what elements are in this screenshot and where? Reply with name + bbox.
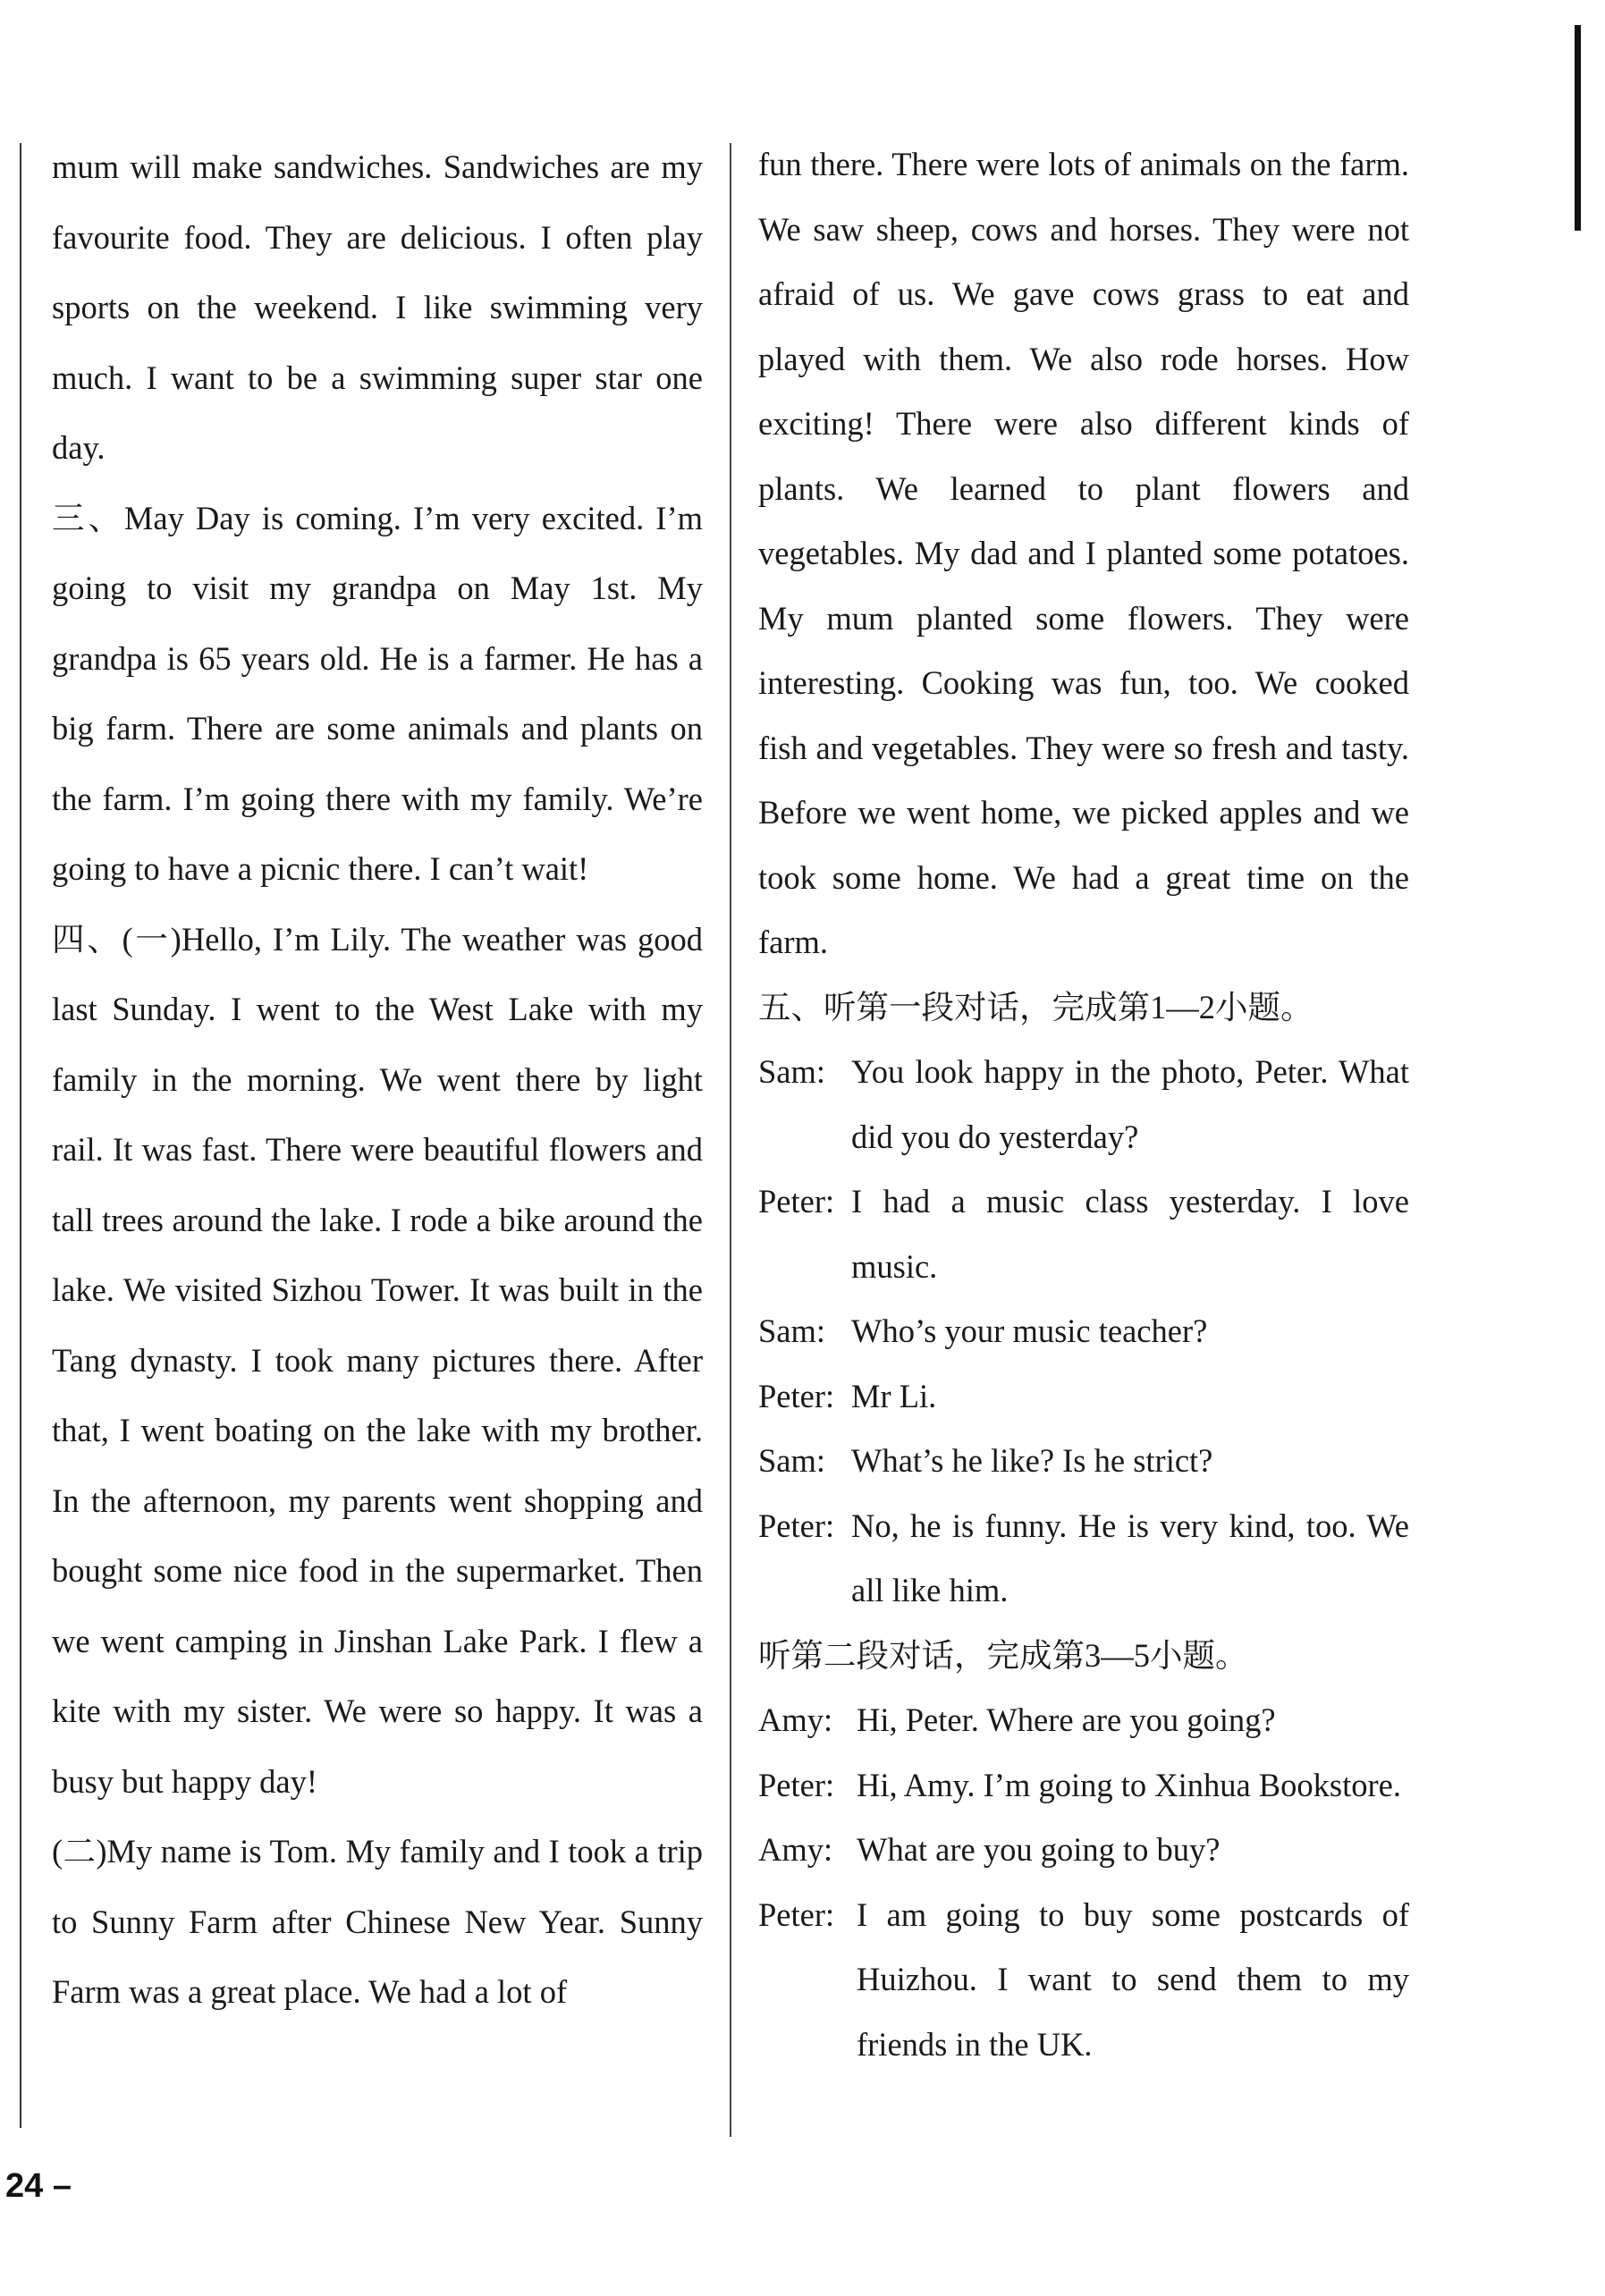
paragraph-lily: 四、(一)Hello, I’m Lily. The weather was good last Sunday. I went to the West Lake with my family in the morning. We went there by light rail. It was fast. There were beautiful flowers and tall trees around the lake. I rode a bike around the lake. We visited Sizhou Tower. It was built in the Tang dynasty. I took many pictures there. After that, I went boating on the lake with my brother. In the afternoon, my parents went shopping and bought some nice food in the supermarket. Then we went camping in Jinshan Lake Park. I flew a kite with my sister. We were so happy. It was a busy but happy day! xyxy=(52,920,703,1800)
speech-text: Hi, Peter. Where are you going? xyxy=(857,1701,1276,1738)
dialogue-line xyxy=(758,1753,1409,1819)
speaker-label: Sam: xyxy=(758,1313,826,1349)
speaker-label: Amy: xyxy=(758,1831,833,1868)
column-divider xyxy=(730,143,731,2137)
binding-edge-mark xyxy=(1575,25,1581,231)
page-number: 24 – xyxy=(5,2167,72,2205)
dialogue-line xyxy=(758,1040,1409,1169)
right-column xyxy=(758,132,1409,2077)
paragraph-farm-continued: fun there. There were lots of animals on the farm. We saw sheep, cows and horses. They were not afraid of us. We gave cows grass to eat and played with them. We also rode horses. How exciting! There were also different kinds of plants. We learned to plant flowers and vegetables. My dad and I planted some potatoes. My mum planted some flowers. They were interesting. Cooking was fun, too. We cooked fish and vegetables. They were so fresh and tasty. Before we went home, we picked apples and we took some home. We had a great time on the farm. xyxy=(758,146,1409,960)
speech-text: I had a music class yesterday. I love music. xyxy=(851,1183,1409,1285)
speech-text: I am going to buy some postcards of Huizhou. I want to send them to my friends in the UK. xyxy=(857,1895,1409,2063)
speech-text: Hi, Amy. I’m going to Xinhua Bookstore. xyxy=(857,1766,1401,1803)
paragraph-tom: (二)My name is Tom. My family and I took a trip to Sunny Farm after Chinese New Year. Sunny Farm was a great place. We had a lot of xyxy=(52,1833,703,2010)
speaker-label: Peter: xyxy=(758,1377,835,1414)
dialogue-line xyxy=(758,1494,1409,1624)
dialogue-line xyxy=(758,1299,1409,1364)
dialogue-line xyxy=(758,1364,1409,1430)
left-margin-rule xyxy=(20,143,21,2128)
speech-text: What’s he like? Is he strict? xyxy=(851,1442,1213,1479)
dialogue-line xyxy=(758,1818,1409,1883)
dialogue-line xyxy=(758,1169,1409,1299)
dialogue-line xyxy=(758,1688,1409,1753)
section-5-heading: 五、听第一段对话，完成第1—2小题。 xyxy=(758,988,1314,1026)
speech-text: You look happy in the photo, Peter. What did you do yesterday? xyxy=(851,1053,1409,1155)
dialogue-1 xyxy=(758,1040,1409,1624)
speaker-label: Sam: xyxy=(758,1442,826,1479)
speech-text: No, he is funny. He is very kind, too. We all like him. xyxy=(851,1507,1409,1608)
speaker-label: Sam: xyxy=(758,1053,826,1090)
paragraph-sandwiches: mum will make sandwiches. Sandwiches are my favourite food. They are delicious. I often play sports on the weekend. I like swimming very much. I want to be a swimming super star one day. xyxy=(52,148,703,466)
paragraph-may-day: 三、May Day is coming. I’m very excited. I’m going to visit my grandpa on May 1st. My grandpa is 65 years old. He is a farmer. He has a big farm. There are some animals and plants on the farm. I’m going there with my family. We’re going to have a picnic there. I can’t wait! xyxy=(52,499,703,887)
dialogue-2-heading: 听第二段对话，完成第3—5小题。 xyxy=(758,1636,1248,1674)
speech-text: What are you going to buy? xyxy=(857,1831,1221,1868)
dialogue-2 xyxy=(758,1688,1409,2077)
speaker-label: Peter: xyxy=(758,1507,835,1544)
speaker-label: Amy: xyxy=(758,1701,833,1738)
dialogue-line xyxy=(758,1883,1409,2078)
speech-text: Who’s your music teacher? xyxy=(851,1313,1208,1349)
speaker-label: Peter: xyxy=(758,1895,835,1933)
speaker-label: Peter: xyxy=(758,1766,835,1803)
speaker-label: Peter: xyxy=(758,1183,835,1220)
left-column xyxy=(52,132,703,2028)
dialogue-line xyxy=(758,1429,1409,1494)
speech-text: Mr Li. xyxy=(851,1377,937,1414)
